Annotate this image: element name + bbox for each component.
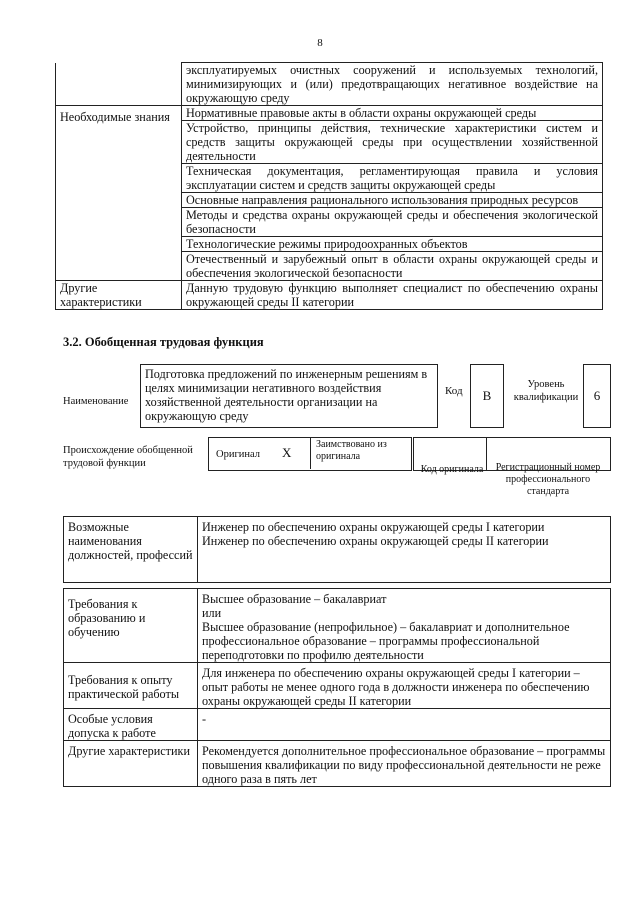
positions-table <box>63 516 611 583</box>
requirement-line: - <box>202 712 207 726</box>
page-number: 8 <box>317 37 323 49</box>
table-cell: Данную трудовую функцию выполняет специалист по обеспечению охраны окружающей среды II категории <box>182 281 603 310</box>
table-cell: эксплуатируемых очистных сооружений и используемых технологий, минимизирующих и (или) предотвращающих негативное воздействие на окружающую среду <box>182 63 603 106</box>
code-label: Код <box>445 385 463 397</box>
requirement-line: Высшее образование – бакалавриат <box>202 592 387 606</box>
row-label <box>56 63 182 106</box>
row-label: Другие характеристики <box>64 741 198 787</box>
table-cell <box>198 741 611 787</box>
table-cell: Устройство, принципы действия, технические характеристики систем и средств защиты окружающей среды при осуществлении хозяйственной деятельности <box>182 121 603 164</box>
original-label: Оригинал <box>216 449 260 460</box>
table-row <box>56 63 603 106</box>
table-cell <box>198 517 611 583</box>
knowledge-table <box>55 62 603 310</box>
origin-label: Происхождение обобщенной трудовой функции <box>63 445 193 469</box>
row-label: Особые условия допуска к работе <box>64 709 198 741</box>
section-title: 3.2. Обобщенная трудовая функция <box>63 335 264 349</box>
table-cell: Технологические режимы природоохранных объектов <box>182 237 603 252</box>
table-cell: Методы и средства охраны окружающей среды и обеспечения экологической безопасности <box>182 208 603 237</box>
table-row <box>64 741 611 787</box>
divider <box>310 437 311 469</box>
table-cell <box>198 663 611 709</box>
code-value: B <box>470 364 504 428</box>
reg-number-label: Регистрационный номер профессионального стандарта <box>495 462 601 497</box>
requirements-table <box>63 588 611 787</box>
table-row <box>64 517 611 583</box>
table-row <box>64 709 611 741</box>
table-cell: Основные направления рационального использования природных ресурсов <box>182 193 603 208</box>
table-row <box>56 281 603 310</box>
table-cell: Нормативные правовые акты в области охраны окружающей среды <box>182 106 603 121</box>
name-value-box <box>140 364 438 428</box>
table-cell: Техническая документация, регламентирующая правила и условия эксплуатации систем и средств защиты окружающей среды <box>182 164 603 193</box>
position-item: Инженер по обеспечению охраны окружающей среды I категории <box>202 520 545 534</box>
row-label: Другие характеристики <box>56 281 182 310</box>
row-label: Требования к опыту практической работы <box>64 663 198 709</box>
table-cell: Отечественный и зарубежный опыт в области охраны окружающей среды и обеспечения экологической безопасности <box>182 252 603 281</box>
row-label: Требования к образованию и обучению <box>64 589 198 663</box>
code-original-label: Код оригинала <box>420 464 484 475</box>
table-row <box>64 663 611 709</box>
position-item: Инженер по обеспечению охраны окружающей среды II категории <box>202 534 549 548</box>
level-value: 6 <box>583 364 611 428</box>
requirement-line: Рекомендуется дополнительное профессиональное образование – программы повышения квалификации по виду профессиональной деятельности не реже одного раза в пять лет <box>202 744 606 786</box>
original-mark: X <box>282 445 292 460</box>
table-row <box>56 106 603 121</box>
requirement-line: Высшее образование (непрофильное) – бакалавриат и дополнительное профессиональное образование – программы профессиональной переподготовки по профилю деятельности <box>202 620 570 662</box>
level-label: Уровень квалификации <box>513 379 579 403</box>
table-cell <box>198 709 611 741</box>
table-row <box>64 589 611 663</box>
borrowed-label: Заимствовано из оригинала <box>316 439 387 462</box>
table-cell <box>198 589 611 663</box>
name-label: Наименование <box>63 396 129 407</box>
function-name: Подготовка предложений по инженерным решениям в целях минимизации негативного воздействия хозяйственной деятельности организации на окружающую среду <box>145 367 428 423</box>
row-label: Необходимые знания <box>56 106 182 281</box>
requirement-line: Для инженера по обеспечению охраны окружающей среды I категории – опыт работы не менее одного года в должности инженера по обеспечению охраны окружающей среды II категории <box>202 666 590 708</box>
row-label: Возможные наименования должностей, профессий <box>64 517 198 583</box>
requirement-line: или <box>202 606 222 620</box>
